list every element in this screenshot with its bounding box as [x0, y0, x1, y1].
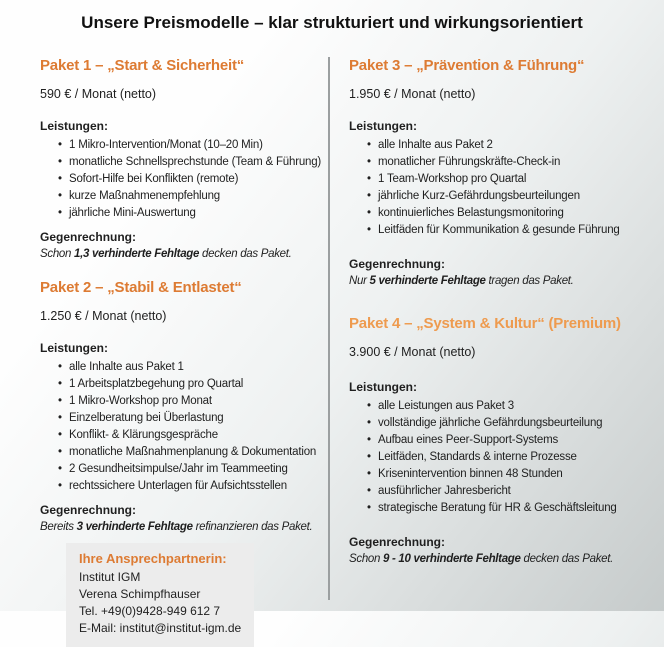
package-1-gegenrechnung-text: [40, 247, 328, 262]
package-4-price: 3.900 € / Monat (netto): [349, 345, 476, 359]
package-3-title: Paket 3 – „Prävention & Führung“: [349, 57, 585, 74]
leistung-item: • alle Leistungen aus Paket 3: [367, 398, 646, 415]
package-2-gegenrechnung-text: [40, 520, 328, 535]
gegenrechnung-prefix: Bereits: [40, 521, 77, 533]
gegenrechnung-bold: 1,3 verhinderte Fehltage: [74, 248, 200, 260]
leistung-item: • alle Inhalte aus Paket 1: [58, 359, 328, 376]
package-4: [349, 315, 646, 567]
package-4-gegenrechnung-label: Gegenrechnung:: [349, 535, 446, 549]
package-4-items: [349, 398, 646, 517]
leistung-item: • 1 Mikro-Intervention/Monat (10–20 Min): [58, 137, 328, 154]
leistung-item: • vollständige jährliche Gefährdungsbeurteilung: [367, 415, 646, 432]
columns: [0, 57, 664, 635]
gegenrechnung-suffix: decken das Paket.: [199, 248, 292, 260]
leistung-item: • monatliche Schnellsprechstunde (Team & Führung): [58, 154, 328, 171]
package-2: [40, 279, 328, 535]
leistung-item: • alle Inhalte aus Paket 2: [367, 137, 646, 154]
package-2-title: Paket 2 – „Stabil & Entlastet“: [40, 279, 242, 296]
gegenrechnung-suffix: refinanzieren das Paket.: [192, 521, 313, 533]
contact-phone: Tel. +49(0)9428-949 612 7: [79, 604, 221, 618]
package-1-title: Paket 1 – „Start & Sicherheit“: [40, 57, 245, 74]
package-3: [349, 57, 646, 289]
leistung-item: • 1 Team-Workshop pro Quartal: [367, 171, 646, 188]
package-1-leistungen-label: Leistungen:: [40, 119, 108, 133]
package-2-leistungen-label: Leistungen:: [40, 341, 108, 355]
contact-institute: Institut IGM: [79, 570, 141, 584]
leistung-item: • Einzelberatung bei Überlastung: [58, 410, 328, 427]
gegenrechnung-prefix: Schon: [349, 553, 384, 565]
gegenrechnung-suffix: tragen das Paket.: [485, 275, 574, 287]
leistung-item: • 2 Gesundheitsimpulse/Jahr im Teammeeting: [58, 461, 328, 478]
leistung-item: • Konflikt- & Klärungsgespräche: [58, 427, 328, 444]
right-column: [330, 57, 664, 600]
gegenrechnung-prefix: Schon: [40, 248, 75, 260]
package-2-price: 1.250 € / Monat (netto): [40, 309, 167, 323]
leistung-item: • 1 Arbeitsplatzbegehung pro Quartal: [58, 376, 328, 393]
contact-heading: Ihre Ansprechpartnerin:: [79, 551, 227, 566]
leistung-item: • Leitfäden, Standards & interne Prozesse: [367, 449, 646, 466]
leistung-item: • kontinuierliches Belastungsmonitoring: [367, 205, 646, 222]
package-3-items: [349, 137, 646, 239]
package-1-price: 590 € / Monat (netto): [40, 87, 157, 101]
gegenrechnung-suffix: decken das Paket.: [520, 553, 614, 565]
leistung-item: • rechtssichere Unterlagen für Aufsichtsstellen: [58, 478, 328, 495]
package-4-leistungen-label: Leistungen:: [349, 380, 417, 394]
package-3-gegenrechnung-label: Gegenrechnung:: [349, 257, 446, 271]
leistung-item: • monatliche Maßnahmenplanung & Dokumentation: [58, 444, 328, 461]
gegenrechnung-bold: 9 - 10 verhinderte Fehltage: [383, 553, 521, 565]
package-3-leistungen-label: Leistungen:: [349, 119, 417, 133]
package-3-price: 1.950 € / Monat (netto): [349, 87, 476, 101]
contact-box: [66, 543, 254, 647]
leistung-item: • ausführlicher Jahresbericht: [367, 483, 646, 500]
contact-email: E-Mail: institut@institut-igm.de: [79, 621, 242, 635]
page-title: Unsere Preismodelle – klar strukturiert und wirkungsorientiert: [81, 13, 583, 32]
package-1: [40, 57, 328, 262]
package-2-items: [40, 359, 328, 495]
leistung-item: • Leitfäden für Kommunikation & gesunde Führung: [367, 222, 646, 239]
package-4-title: Paket 4 – „System & Kultur“ (Premium): [349, 315, 621, 332]
package-2-gegenrechnung-label: Gegenrechnung:: [40, 503, 137, 517]
package-1-items: [40, 137, 328, 222]
contact-person: Verena Schimpfhauser: [79, 587, 201, 601]
leistung-item: • strategische Beratung für HR & Geschäftsleitung: [367, 500, 646, 517]
gegenrechnung-bold: 3 verhinderte Fehltage: [76, 521, 193, 533]
leistung-item: • Aufbau eines Peer-Support-Systems: [367, 432, 646, 449]
package-1-gegenrechnung-label: Gegenrechnung:: [40, 230, 137, 244]
leistung-item: • Krisenintervention binnen 48 Stunden: [367, 466, 646, 483]
gegenrechnung-prefix: Nur: [349, 275, 370, 287]
gegenrechnung-bold: 5 verhinderte Fehltage: [369, 275, 486, 287]
left-column: [0, 57, 328, 635]
leistung-item: • monatlicher Führungskräfte-Check-in: [367, 154, 646, 171]
package-3-gegenrechnung-text: [349, 274, 646, 289]
leistung-item: • 1 Mikro-Workshop pro Monat: [58, 393, 328, 410]
leistung-item: • jährliche Mini-Auswertung: [58, 205, 328, 222]
leistung-item: • kurze Maßnahmenempfehlung: [58, 188, 328, 205]
leistung-item: • Sofort-Hilfe bei Konflikten (remote): [58, 171, 328, 188]
leistung-item: • jährliche Kurz-Gefährdungsbeurteilungen: [367, 188, 646, 205]
package-4-gegenrechnung-text: [349, 552, 646, 567]
